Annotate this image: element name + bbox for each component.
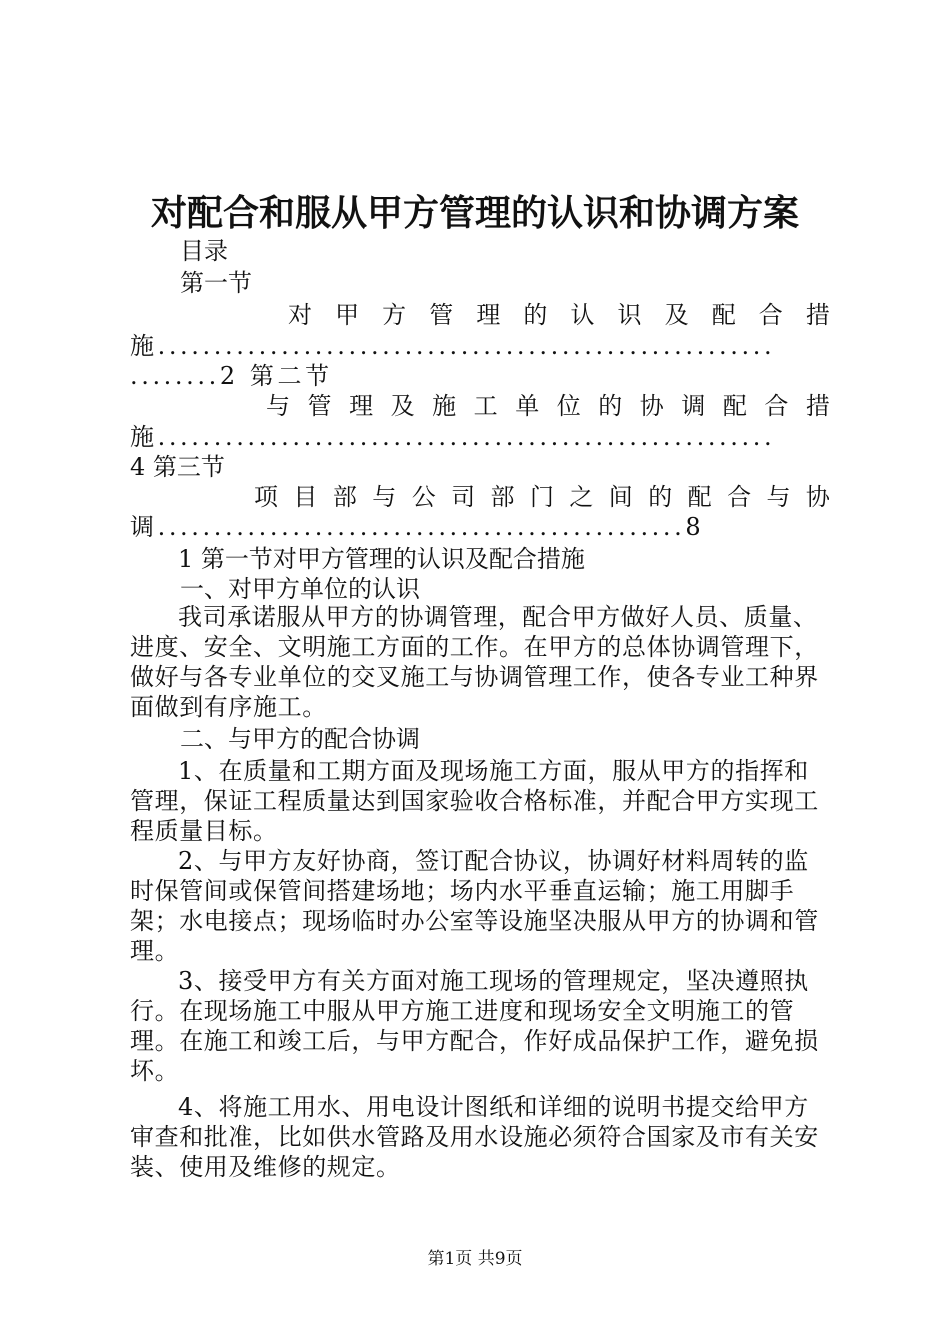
toc-char: 管 xyxy=(307,392,332,420)
toc-char: 合 xyxy=(758,301,783,329)
toc-entry-3-leader: 调...............................................8 xyxy=(130,513,705,541)
toc-char: 与 xyxy=(372,483,397,511)
list-item-2: 2、与甲方友好协商，签订配合协议，协调好材料周转的监时保管间或保管间搭建场地；场内水平垂直运输；施工用脚手架；水电接点；现场临时办公室等设施坚决服从甲方的协调和管理。 xyxy=(130,847,819,965)
toc-char: 及 xyxy=(664,301,689,329)
toc-char: 合 xyxy=(727,483,752,511)
toc-section1-label: 第一节 xyxy=(180,269,252,297)
toc-char: 协 xyxy=(639,392,664,420)
toc-entry-2-page: 4 第三节 xyxy=(130,453,225,481)
toc-char: 及 xyxy=(390,392,415,420)
toc-entry-1-page: ........2 第二节 xyxy=(130,362,333,390)
subheading-2: 二、与甲方的配合协调 xyxy=(180,725,420,753)
toc-heading: 目录 xyxy=(180,237,228,265)
toc-char: 门 xyxy=(529,483,554,511)
toc-char: 工 xyxy=(473,392,498,420)
toc-char: 理 xyxy=(349,392,374,420)
toc-char: 甲 xyxy=(335,301,360,329)
toc-char: 部 xyxy=(490,483,515,511)
toc-char: 措 xyxy=(805,392,830,420)
toc-entry-2-leader: 施....................................................... xyxy=(130,423,776,451)
list-item-4: 4、将施工用水、用电设计图纸和详细的说明书提交给甲方审查和批准，比如供水管路及用水设施必须符合国家及市有关安装、使用及维修的规定。 xyxy=(130,1093,819,1181)
toc-entry-1-text xyxy=(288,300,830,330)
toc-char: 识 xyxy=(617,301,642,329)
toc-char: 管 xyxy=(429,301,454,329)
toc-char: 部 xyxy=(332,483,357,511)
toc-char: 配 xyxy=(687,483,712,511)
toc-char: 配 xyxy=(722,392,747,420)
toc-char: 协 xyxy=(805,483,830,511)
toc-char: 目 xyxy=(293,483,318,511)
document-title: 对配合和服从甲方管理的认识和协调方案 xyxy=(150,192,799,234)
toc-entry-2-text xyxy=(266,391,830,421)
list-item-1: 1、在质量和工期方面及现场施工方面，服从甲方的指挥和管理，保证工程质量达到国家验收合格标准，并配合甲方实现工程质量目标。 xyxy=(130,757,819,845)
toc-char: 与 xyxy=(766,483,791,511)
section-heading: 1 第一节对甲方管理的认识及配合措施 xyxy=(178,545,585,573)
list-item-3: 3、接受甲方有关方面对施工现场的管理规定，坚决遵照执行。在现场施工中服从甲方施工进度和现场安全文明施工的管理。在施工和竣工后，与甲方配合，作好成品保护工作，避免损坏。 xyxy=(130,967,819,1085)
paragraph-1: 我司承诺服从甲方的协调管理，配合甲方做好人员、质量、进度、安全、文明施工方面的工作。在甲方的总体协调管理下，做好与各专业单位的交叉施工与协调管理工作，使各专业工种界面做到有序施工。 xyxy=(130,603,819,721)
toc-entry-1-leader: 施....................................................... xyxy=(130,332,776,360)
toc-char: 与 xyxy=(266,392,290,420)
toc-char: 施 xyxy=(432,392,457,420)
toc-char: 措 xyxy=(805,301,830,329)
toc-char: 位 xyxy=(556,392,581,420)
toc-char: 公 xyxy=(411,483,436,511)
subheading-1: 一、对甲方单位的认识 xyxy=(180,575,420,603)
toc-char: 之 xyxy=(569,483,594,511)
toc-char: 项 xyxy=(254,483,278,511)
toc-char: 理 xyxy=(476,301,501,329)
toc-char: 单 xyxy=(515,392,540,420)
toc-char: 间 xyxy=(608,483,633,511)
toc-char: 调 xyxy=(681,392,706,420)
toc-char: 的 xyxy=(523,301,548,329)
toc-char: 方 xyxy=(382,301,407,329)
toc-char: 配 xyxy=(711,301,736,329)
toc-char: 司 xyxy=(451,483,476,511)
toc-char: 合 xyxy=(764,392,789,420)
toc-char: 的 xyxy=(598,392,623,420)
toc-char: 的 xyxy=(648,483,673,511)
toc-entry-3-text xyxy=(254,482,830,512)
toc-char: 对 xyxy=(288,301,312,329)
page-footer: 第1页 共9页 xyxy=(427,1249,523,1269)
toc-char: 认 xyxy=(570,301,595,329)
